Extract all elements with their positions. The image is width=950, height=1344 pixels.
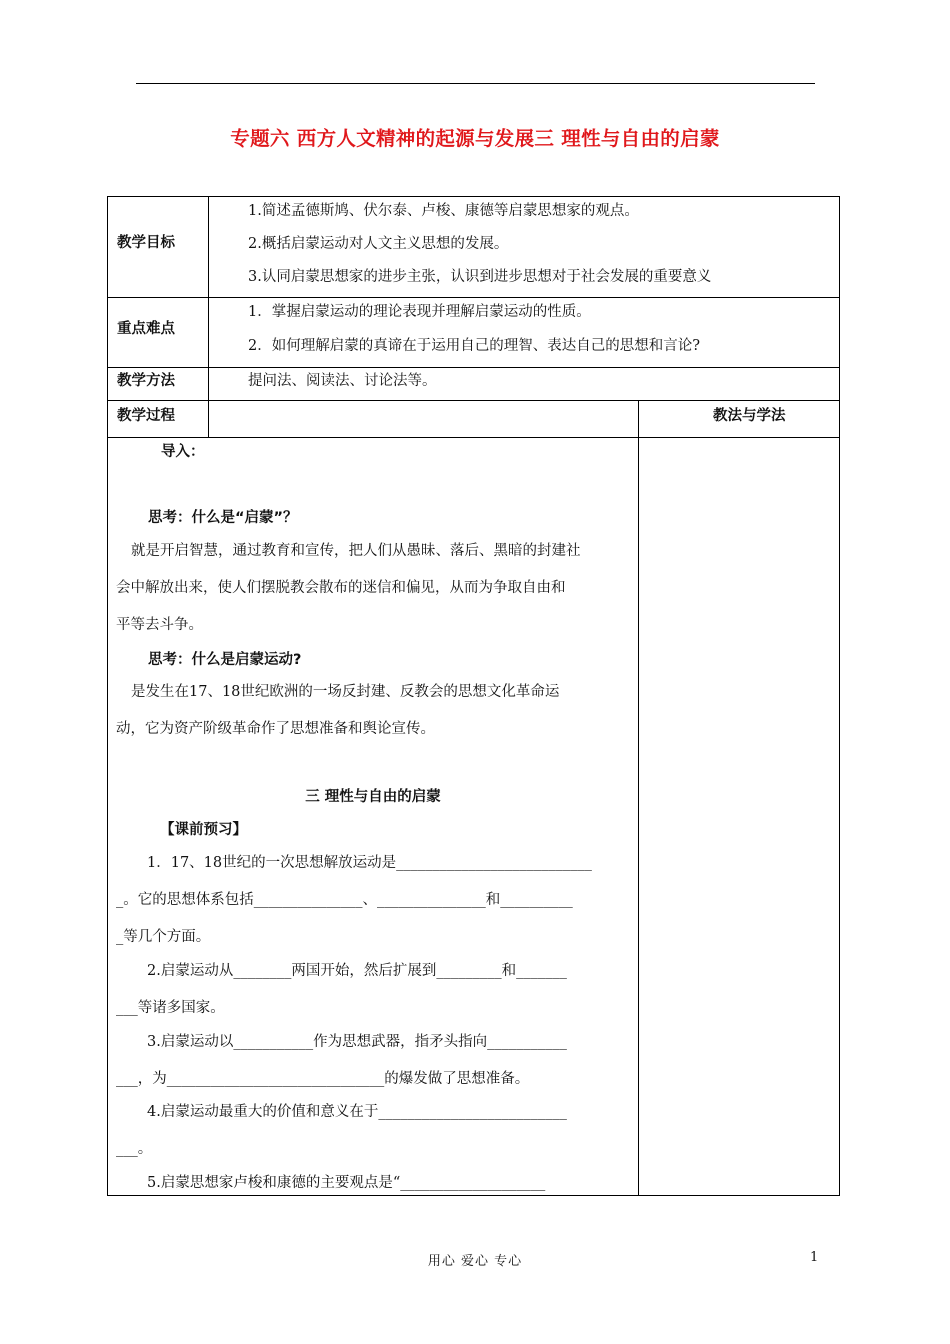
key-points-label: 重点难点 (117, 321, 175, 337)
process-label: 教学过程 (117, 408, 175, 424)
answer-2-line: 是发生在17、18世纪欧洲的一场反封建、反教会的思想文化革命运 (131, 684, 560, 700)
exercise-line: ___，为______________________________的爆发做了思想准备。 (116, 1071, 530, 1087)
think-question-1: 思考：什么是“启蒙”？ (148, 510, 298, 526)
exercise-line: 1．17、18世纪的一次思想解放运动是___________________________ (147, 855, 592, 871)
answer-2-line: 动，它为资产阶级革命作了思想准备和舆论宣传。 (116, 721, 435, 737)
intro-heading: 导入： (161, 444, 205, 460)
exercise-line: ___等诸多国家。 (116, 1000, 225, 1016)
exercise-line: 4.启蒙运动最重大的价值和意义在于__________________________ (147, 1104, 567, 1120)
exercise-line: _。它的思想体系包括_______________、_______________和__________ (116, 892, 573, 908)
methods-text: 提问法、阅读法、讨论法等。 (248, 373, 437, 389)
methods-label: 教学方法 (117, 373, 175, 389)
answer-1-line: 会中解放出来，使人们摆脱教会散布的迷信和偏见，从而为争取自由和 (116, 580, 566, 596)
answer-1-line: 平等去斗争。 (116, 617, 203, 633)
objectives-label: 教学目标 (117, 235, 175, 251)
objective-item: 2.概括启蒙运动对人文主义思想的发展。 (248, 236, 509, 252)
exercise-line: ___。 (116, 1141, 153, 1157)
exercise-line: 5.启蒙思想家卢梭和康德的主要观点是“____________________ (147, 1175, 546, 1191)
think-question-2: 思考：什么是启蒙运动? (148, 652, 302, 668)
objective-item: 1.简述孟德斯鸠、伏尔泰、卢梭、康德等启蒙思想家的观点。 (248, 203, 639, 219)
section-title: 三 理性与自由的启蒙 (305, 789, 441, 805)
key-point-item: 1．掌握启蒙运动的理论表现并理解启蒙运动的性质。 (248, 304, 591, 320)
key-point-item: 2．如何理解启蒙的真谛在于运用自己的理智、表达自己的思想和言论? (248, 338, 700, 354)
page-number: 1 (810, 1250, 819, 1265)
page-title: 专题六 西方人文精神的起源与发展三 理性与自由的启蒙 (230, 127, 720, 150)
exercise-line: _等几个方面。 (116, 929, 211, 945)
exercise-line: 2.启蒙运动从________两国开始，然后扩展到_________和_______ (147, 963, 567, 979)
answer-1-line: 就是开启智慧，通过教育和宣传，把人们从愚昧、落后、黑暗的封建社 (131, 543, 581, 559)
preview-title: 【课前预习】 (160, 822, 247, 838)
side-column-header: 教法与学法 (713, 408, 786, 424)
exercise-line: 3.启蒙运动以___________作为思想武器，指矛头指向___________ (147, 1034, 567, 1050)
footer-motto: 用心 爱心 专心 (427, 1254, 523, 1269)
objective-item: 3.认同启蒙思想家的进步主张，认识到进步思想对于社会发展的重要意义 (248, 269, 712, 285)
